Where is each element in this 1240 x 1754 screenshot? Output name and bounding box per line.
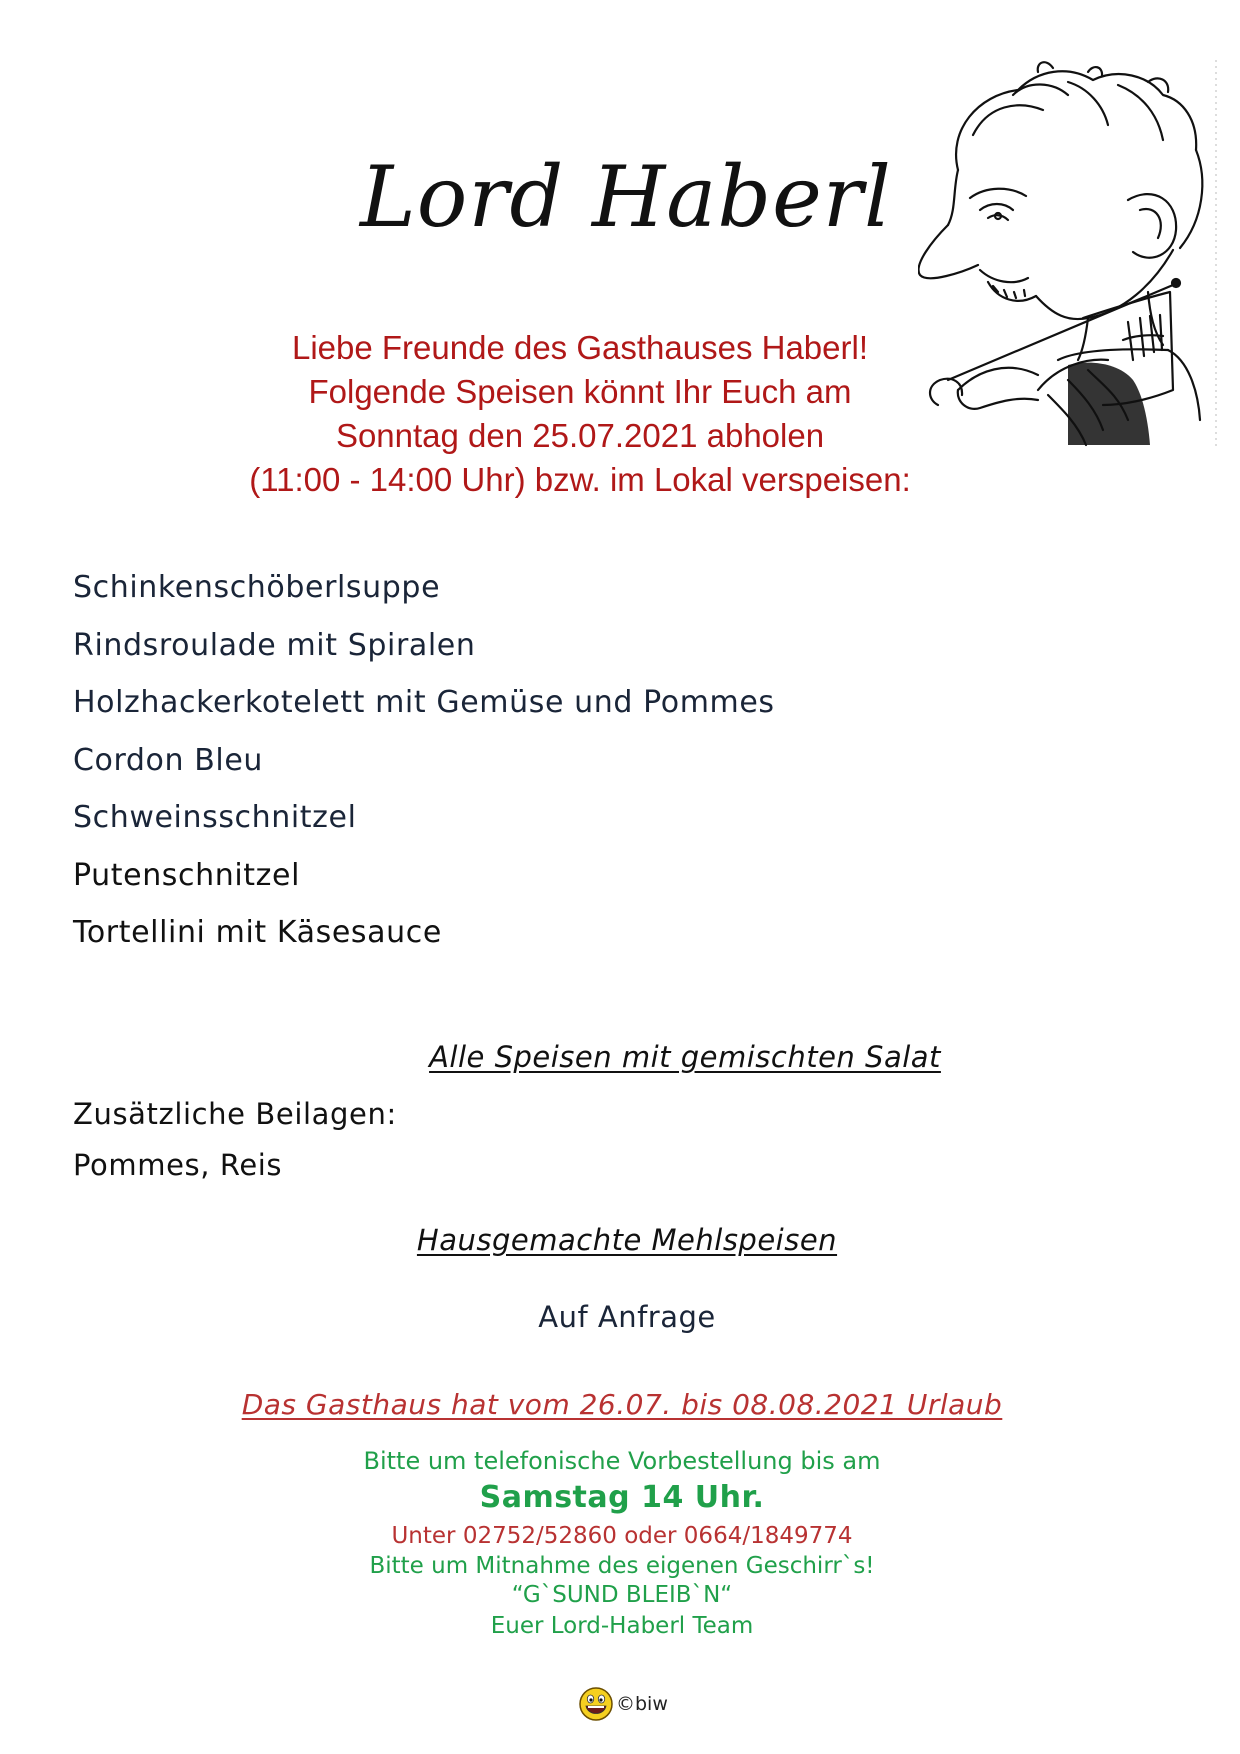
intro-message [140,326,1020,502]
intro-line: Folgende Speisen könnt Ihr Euch am [308,373,852,410]
desserts-note: Auf Anfrage [538,1300,716,1334]
desserts-heading: Hausgemachte Mehlspeisen [416,1223,838,1257]
order-deadline: Samstag 14 Uhr. [479,1480,765,1515]
signature: Euer Lord-Haberl Team [490,1613,754,1639]
intro-line: (11:00 - 14:00 Uhr) bzw. im Lokal verspeisen: [249,461,911,498]
menu-item: Schinkenschöberlsuppe [73,570,441,605]
vacation-notice: Das Gasthaus hat vom 26.07. bis 08.08.2021 Urlaub [241,1388,1003,1421]
copyright-text: ©biw [616,1693,668,1715]
smiley-icon [578,1686,614,1722]
desserts-note-row [0,1300,1240,1334]
intro-line: Sonntag den 25.07.2021 abholen [335,417,825,454]
order-instruction [0,1447,1240,1475]
menu-item: Tortellini mit Käsesauce [73,915,442,950]
order-line: Bitte um telefonische Vorbestellung bis am [363,1447,881,1475]
vacation-notice-row [0,1388,1240,1421]
salad-note: Alle Speisen mit gemischten Salat [429,1040,941,1074]
signature-row [0,1613,1240,1639]
dishes-note-row [0,1553,1240,1579]
sides-items: Pommes, Reis [73,1148,283,1182]
phone-numbers: Unter 02752/52860 oder 0664/1849774 [391,1523,853,1549]
sides-label: Zusätzliche Beilagen: [73,1097,397,1131]
menu-item: Cordon Bleu [73,742,264,778]
logo: Lord Haberl [360,148,892,246]
phone-row [0,1523,1240,1549]
slogan: “G`SUND BLEIB`N“ [511,1582,733,1608]
menu-item: Putenschnitzel [73,857,300,893]
footer [578,1686,668,1722]
order-deadline-row [0,1480,1240,1515]
dishes-note: Bitte um Mitnahme des eigenen Geschirr`s! [369,1553,875,1579]
salad-note-row [0,1040,1240,1074]
menu-item: Rindsroulade mit Spiralen [73,627,476,663]
slogan-row [0,1582,1240,1608]
menu-item: Schweinsschnitzel [73,800,357,835]
menu-list [73,570,775,973]
desserts-heading-row [0,1223,1240,1257]
menu-item: Holzhackerkotelett mit Gemüse und Pommes [73,685,775,720]
intro-line: Liebe Freunde des Gasthauses Haberl! [291,329,869,366]
